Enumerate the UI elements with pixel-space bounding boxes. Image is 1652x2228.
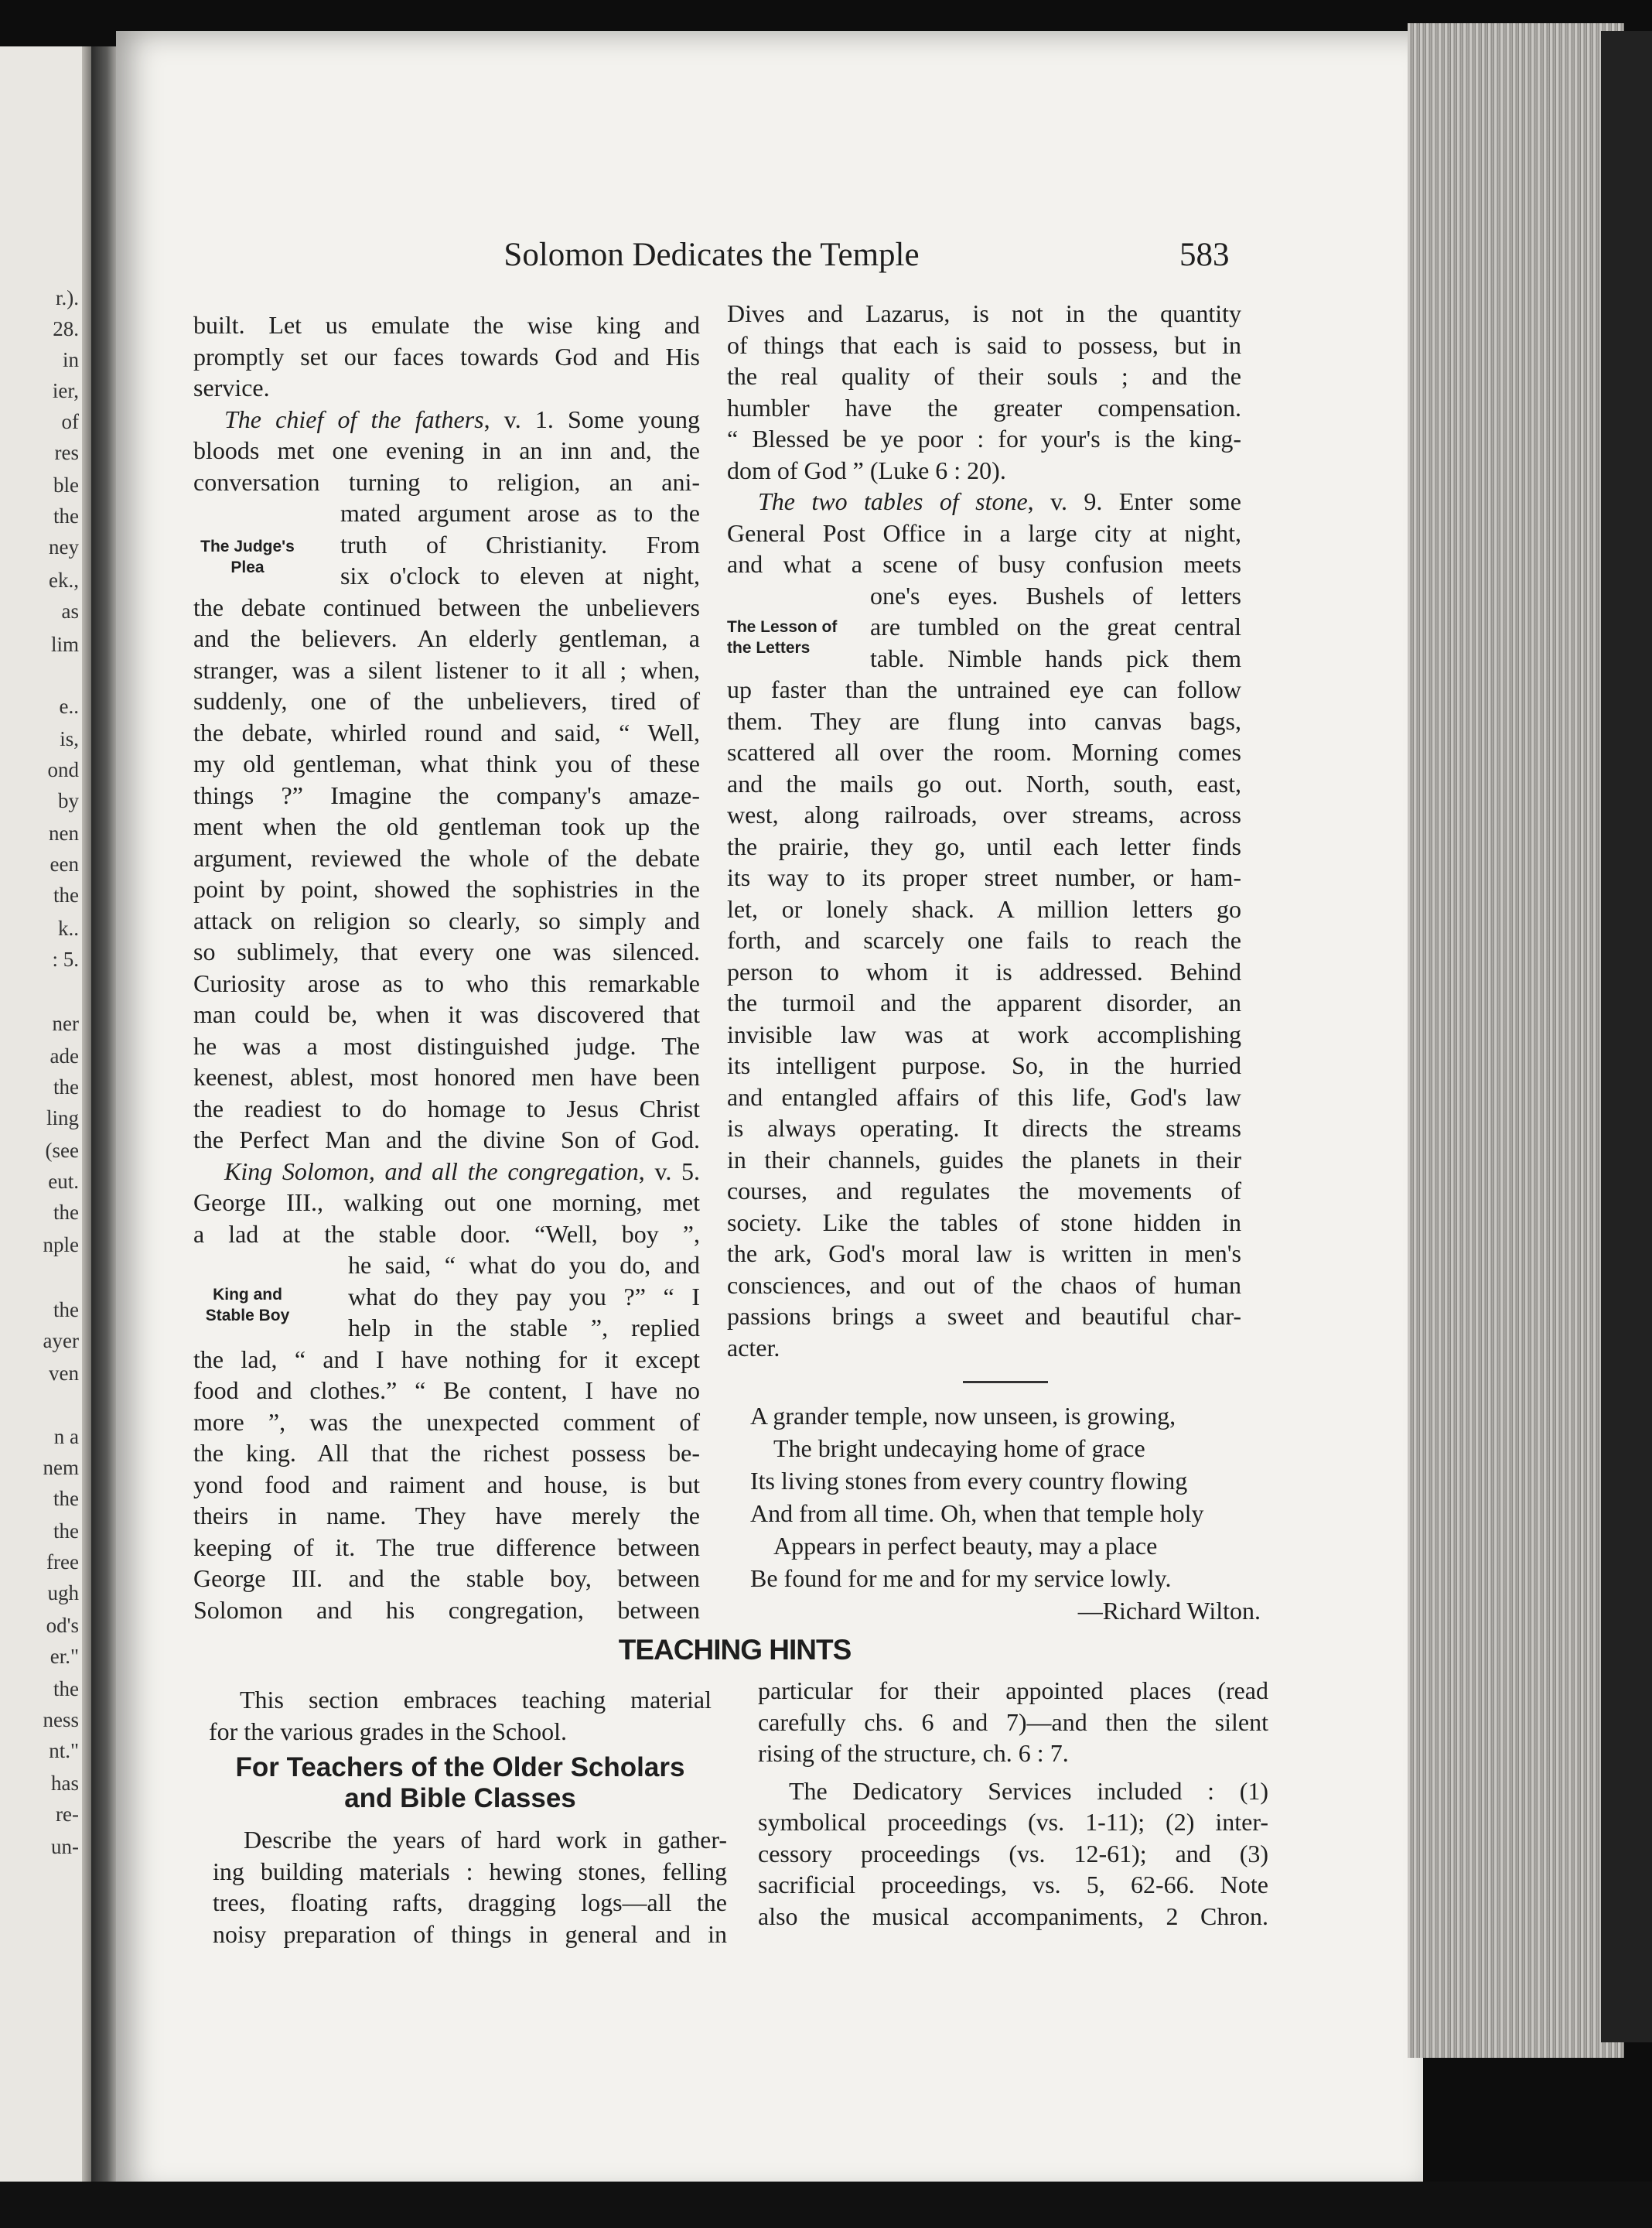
previous-page-fragment: er." [49,1645,79,1668]
text-line: table. Nimble hands pick them [870,644,1241,672]
poem-line: The bright undecaying home of grace [773,1434,1145,1462]
text-line: the king. All that the richest possess be- [193,1439,700,1467]
previous-page-fragment: has [51,1772,79,1795]
text-line: more ”, was the unexpected comment of [193,1407,700,1436]
text-line: invisible law was at work accomplishing [727,1020,1241,1048]
previous-page-fragment: r.). [56,286,79,309]
sidenote-line: King and [213,1286,282,1304]
previous-page-fragment: nple [43,1233,79,1256]
previous-page-fragment: free [46,1550,79,1574]
poem-line: Be found for me and for my service lowly. [750,1564,1172,1592]
poem-attribution: —Richard Wilton. [1077,1597,1261,1625]
text-line: scattered all over the room. Morning comes [727,738,1241,766]
left-column [193,309,700,1625]
previous-page-fragment: in [62,348,79,371]
text-line: rising of the structure, ch. 6 : 7. [758,1739,1069,1767]
text-line: consciences, and out of the chaos of human [727,1270,1241,1299]
sidenote-line: the Letters [727,639,811,657]
previous-page-fragment: ner [52,1012,79,1035]
previous-page-fragment: ble [53,473,79,497]
previous-page-fragment: ven [49,1362,79,1385]
previous-page-fragment: the [53,1075,79,1099]
text-line: the prairie, they go, until each letter finds [727,832,1241,860]
previous-page-fragment: nem [43,1456,79,1479]
previous-page-fragment: ling [46,1106,79,1129]
previous-page-fragment: eut. [48,1170,79,1193]
text-line: are tumbled on the great central [870,613,1241,641]
text-line: Describe the years of hard work in gather- [244,1826,727,1854]
previous-page-fragment: een [49,853,79,876]
previous-page-fragment: un- [51,1835,79,1858]
text-line: trees, floating rafts, dragging logs—all the [213,1888,727,1916]
text-line: so sublimely, that every one was silenced. [193,938,700,965]
previous-page-fragment: od's [46,1614,79,1637]
previous-page-fragment: of [61,410,79,433]
poem-line: Its living stones from every country flowing [750,1467,1188,1495]
previous-page-fragment: ek., [49,569,79,592]
text-line: ment when the old gentleman took up the [193,812,700,840]
text-line: person to whom it is addressed. Behind [727,957,1241,986]
text-line: conversation turning to religion, an ani- [193,467,700,496]
text-line: promptly set our faces towards God and His [193,342,700,371]
subheading-line: For Teachers of the Older Scholars [235,1752,685,1782]
text-line: yond food and raiment and house, is but [193,1470,700,1498]
text-line: courses, and regulates the movements of [727,1177,1241,1205]
text-line: George III. and the stable boy, between [193,1564,700,1592]
text-line: suddenly, one of the unbelievers, tired of [193,687,700,715]
text-line: the debate continued between the unbelievers [193,593,700,621]
bottom-background [0,2182,1652,2228]
text-line: and entangled affairs of this life, God's law [727,1082,1241,1111]
background-dark [1601,31,1652,2042]
text-line: the ark, God's moral law is written in men's [727,1239,1241,1267]
text-line: my old gentleman, what think you of these [193,750,700,777]
previous-page-fragment: ade [49,1044,79,1068]
previous-page-fragment: k.. [58,917,79,940]
text-line: in their channels, guides the planets in their [727,1145,1241,1174]
text-line: society. Like the tables of stone hidden in [727,1208,1241,1236]
teaching-hints-left-text [213,1824,727,1950]
previous-page-fragment: by [58,789,79,812]
text-line: ing building materials : hewing stones, felling [213,1857,727,1885]
text-line: theirs in name. They have merely the [193,1502,700,1529]
previous-page-fragment: the [53,1201,79,1224]
text-line: George III., walking out one morning, met [193,1188,700,1216]
poem [750,1400,1261,1628]
text-line: The Dedicatory Services included : (1) [789,1776,1268,1805]
sidenote-line: The Judge's [200,538,295,555]
text-line: the turmoil and the apparent disorder, an [727,989,1241,1017]
sidenote-line: Stable Boy [205,1307,290,1324]
text-line: also the musical accompaniments, 2 Chron. [758,1902,1268,1930]
previous-page-edge [0,46,93,2228]
previous-page-fragment: ness [43,1708,79,1731]
teaching-hints-right-text [758,1675,1268,1932]
sidenote-line: Plea [230,559,265,576]
previous-page-fragment: res [54,441,79,464]
text-line: the real quality of their souls ; and the [727,362,1241,390]
teaching-hints-title: TEACHING HINTS [618,1634,852,1666]
text-line: one's eyes. Bushels of letters [870,581,1241,610]
previous-page-fragment: : 5. [52,948,79,971]
text-line: the readiest to do homage to Jesus Christ [193,1094,700,1123]
previous-page-fragment: (see [45,1139,79,1162]
text-line: the lad, “ and I have nothing for it except [193,1345,700,1373]
text-line: is always operating. It directs the streams [727,1114,1241,1142]
teaching-hints-subheading [209,1752,712,1814]
text-line: The chief of the fathers, v. 1. Some young [224,405,700,433]
poem-line: And from all time. Oh, when that temple holy [750,1499,1204,1527]
text-line: its way to its proper street number, or ham- [727,863,1241,891]
text-line: what do they pay you ?” “ I [348,1282,700,1310]
previous-page-fragment: nen [49,822,79,845]
poem-line: Appears in perfect beauty, may a place [773,1532,1158,1560]
text-line: “ Blessed be ye poor : for your's is the king- [727,425,1241,453]
text-line: This section embraces teaching material [240,1686,712,1714]
previous-page-fragment: re- [56,1803,79,1826]
text-line: cessory proceedings (vs. 12-61); and (3) [758,1839,1268,1867]
previous-page-fragment: the [53,504,79,528]
sidenote-line: The Lesson of [727,618,838,636]
text-line: particular for their appointed places (read [758,1676,1268,1704]
text-line: things ?” Imagine the company's amaze- [193,781,700,809]
text-line: for the various grades in the School. [209,1717,567,1745]
text-line: sacrificial proceedings, vs. 5, 62-66. Note [758,1871,1268,1898]
text-line: and the believers. An elderly gentleman, a [193,624,700,652]
text-line: help in the stable ”, replied [348,1314,700,1341]
page-stack-edges [1408,23,1624,2058]
text-line: bloods met one evening in an inn and, the [193,436,700,464]
sidenote-lesson-of-letters [727,617,866,658]
previous-page-fragment: 28. [53,317,79,340]
previous-page-fragment: lim [50,633,79,656]
text-line: a lad at the stable door. “Well, boy ”, [193,1219,700,1248]
text-line: Curiosity arose as to who this remarkable [193,969,700,997]
text-line: keeping of it. The true difference between [193,1533,700,1561]
text-line: its intelligent purpose. So, in the hurried [727,1051,1241,1079]
text-line: and the mails go out. North, south, east, [727,769,1241,798]
previous-page-fragment: ney [49,535,79,559]
subheading-line: and Bible Classes [344,1783,576,1813]
previous-page-fragment: ayer [43,1329,79,1352]
section-divider-rule [963,1381,1048,1383]
previous-page-fragment: the [53,1487,79,1510]
text-line: he was a most distinguished judge. The [193,1031,700,1060]
text-line: truth of Christianity. From [340,530,700,559]
previous-page-fragment: as [61,600,79,623]
running-head: Solomon Dedicates the Temple [503,237,920,273]
previous-page-fragment: the [53,1677,79,1700]
text-line: man could be, when it was discovered that [193,1000,700,1028]
text-line: humbler have the greater compensation. [727,393,1241,422]
text-line: of things that each is said to possess, but in [727,330,1241,359]
text-line: dom of God ” (Luke 6 : 20). [727,456,1006,484]
italic-lead: The chief of the fathers [224,405,484,433]
italic-lead: King Solomon, and all the congregation [224,1157,639,1185]
text-line: argument, reviewed the whole of the debate [193,843,700,872]
text-line: and what a scene of busy confusion meets [727,550,1241,578]
previous-page-fragment: is, [60,727,79,750]
text-line: food and clothes.” “ Be content, I have no [193,1376,700,1404]
text-line: up faster than the untrained eye can follow [727,675,1241,703]
text-line: passions brings a sweet and beautiful char- [727,1302,1241,1330]
previous-page-fragment: nt." [49,1739,79,1762]
text-line: mated argument arose as to the [340,499,700,527]
previous-page-fragment: ier, [52,379,79,402]
text-line: the Perfect Man and the divine Son of God. [193,1126,700,1153]
text-line: built. Let us emulate the wise king and [193,311,700,339]
text-line: noisy preparation of things in general and in [213,1919,727,1948]
text-line: let, or lonely shack. A million letters go [727,894,1241,923]
text-line: symbolical proceedings (vs. 1-11); (2) inter- [758,1808,1268,1836]
previous-page-fragment: e.. [59,695,79,718]
poem-line: A grander temple, now unseen, is growing, [750,1402,1176,1430]
text-line: acter. [727,1333,780,1362]
previous-page-fragment: the [53,1519,79,1543]
previous-page-fragment: ugh [47,1581,79,1604]
text-line: them. They are flung into canvas bags, [727,706,1241,735]
text-line: Dives and Lazarus, is not in the quantity [727,299,1241,327]
text-line: King Solomon, and all the congregation, v. 5. [224,1157,701,1185]
text-line: six o'clock to eleven at night, [340,562,700,589]
text-line: attack on religion so clearly, so simply and [193,906,700,935]
previous-page-fragment: the [53,883,79,907]
text-line: west, along railroads, over streams, across [727,801,1241,829]
text-line: stranger, was a silent listener to it all ; when, [193,655,700,684]
text-line: service. [193,374,270,402]
text-line: carefully chs. 6 and 7)—and then the silent [758,1707,1268,1736]
page-number: 583 [1179,237,1230,273]
text-line: point by point, showed the sophistries in the [193,875,700,903]
text-line: General Post Office in a large city at night, [727,518,1241,547]
previous-page-fragment: ond [47,758,79,781]
italic-lead: The two tables of stone [758,487,1028,515]
text-line: the debate, whirled round and said, “ Well, [193,718,700,747]
text-line: forth, and scarcely one fails to reach the [727,926,1241,954]
previous-page-fragment: n a [53,1425,79,1448]
sidenote-king-and-stable-boy [197,1284,298,1326]
text-line: keenest, ablest, most honored men have been [193,1063,700,1091]
right-column [727,298,1241,1363]
text-line: he said, “ what do you do, and [348,1251,700,1279]
sidenote-judges-plea [189,536,305,578]
previous-page-fragment: the [53,1298,79,1321]
teaching-hints-intro [209,1684,712,1747]
text-line: Solomon and his congregation, between [193,1595,700,1624]
text-line: The two tables of stone, v. 9. Enter some [758,487,1241,515]
